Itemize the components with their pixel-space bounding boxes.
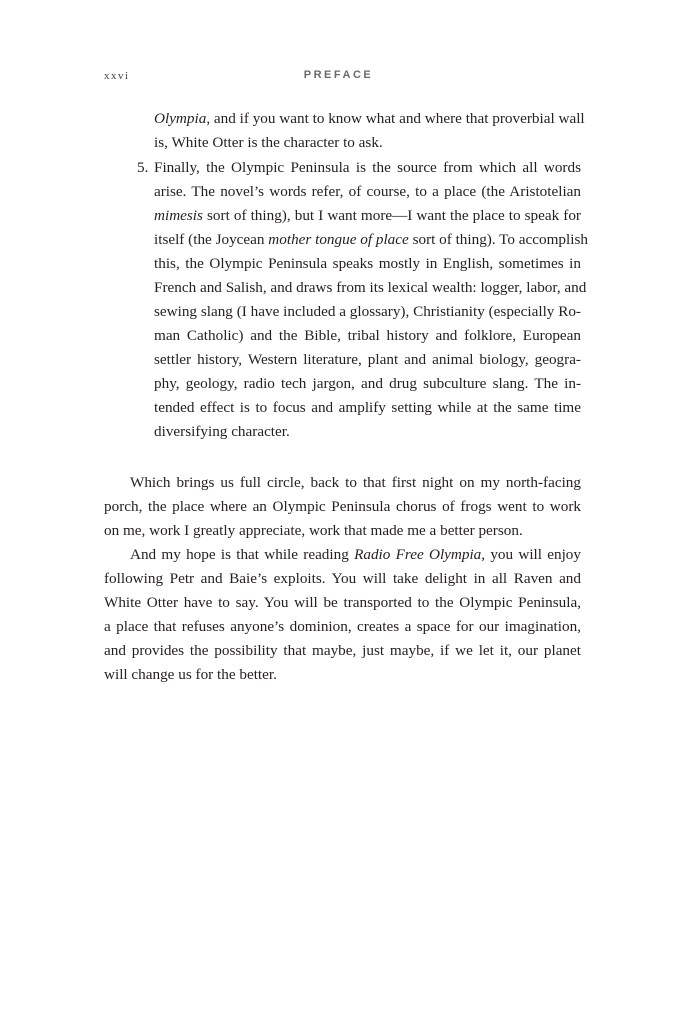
list-continuation-line — [154, 109, 585, 129]
text-run: phy, geology, radio tech jargon, and drug subculture slang. The in- — [154, 375, 581, 392]
paragraph-line — [104, 617, 581, 637]
text-run: will change us for the better. — [104, 666, 277, 683]
text-run: following Petr and Baie’s exploits. You will take delight in all Raven and — [104, 570, 581, 587]
list-item-line — [154, 326, 581, 346]
list-item-line — [154, 422, 581, 442]
paragraph-line — [130, 473, 581, 493]
text-run: settler history, Western literature, plant and animal biology, geogra- — [154, 351, 581, 368]
paragraph-line — [104, 593, 581, 613]
text-run: , you will enjoy — [481, 546, 581, 563]
text-run: diversifying character. — [154, 423, 290, 440]
list-item-line — [154, 254, 581, 274]
list-item-line — [154, 398, 581, 418]
italic-text-run: mimesis — [154, 207, 203, 224]
list-item-line — [154, 206, 581, 226]
text-run: porch, the place where an Olympic Peninsula chorus of frogs went to work — [104, 498, 581, 515]
italic-text-run: Radio Free Olympia — [354, 546, 482, 563]
italic-text-run: Olympia — [154, 110, 207, 127]
paragraph-line — [104, 521, 581, 541]
text-run: , and if you want to know what and where that proverbial wall — [206, 110, 585, 127]
text-run: arise. The novel’s words refer, of course, to a place (the Aristotelian — [154, 183, 581, 200]
paragraph-line — [104, 569, 581, 589]
text-run: French and Salish, and draws from its lexical wealth: logger, labor, and — [154, 279, 587, 296]
text-run: tended effect is to focus and amplify setting while at the same time — [154, 399, 581, 416]
text-run: sewing slang (I have included a glossary), Christianity (especially Ro- — [154, 303, 581, 320]
list-item-line — [154, 158, 581, 178]
text-run: White Otter have to say. You will be transported to the Olympic Peninsula, — [104, 594, 581, 611]
italic-text-run: mother tongue of place — [268, 231, 409, 248]
text-run: and provides the possibility that maybe, just maybe, if we let it, our planet — [104, 642, 581, 659]
text-run: man Catholic) and the Bible, tribal history and folklore, European — [154, 327, 581, 344]
list-item-line — [154, 278, 587, 298]
text-run: on me, work I greatly appreciate, work that made me a better person. — [104, 522, 523, 539]
list-item-line — [154, 182, 581, 202]
paragraph-line — [104, 497, 581, 517]
paragraph-line — [104, 641, 581, 661]
list-item-line — [154, 230, 588, 250]
list-item-line — [154, 350, 581, 370]
list-item-number: 5. — [137, 159, 149, 176]
running-head: PREFACE — [303, 69, 374, 81]
text-run: sort of thing). To accomplish — [408, 231, 588, 248]
text-run: Which brings us full circle, back to that first night on my north-facing — [130, 474, 581, 491]
list-continuation-line — [154, 133, 581, 153]
text-run: a place that refuses anyone’s dominion, creates a space for our imagination, — [104, 618, 581, 635]
text-run: itself (the Joycean — [154, 231, 269, 248]
paragraph-line — [130, 545, 581, 565]
text-run: Finally, the Olympic Peninsula is the source from which all words — [154, 159, 581, 176]
list-item-line — [154, 374, 581, 394]
paragraph-line — [104, 665, 581, 685]
text-run: is, White Otter is the character to ask. — [154, 134, 383, 151]
page-number: xxvi — [104, 70, 130, 82]
text-run: And my hope is that while reading — [130, 546, 355, 563]
text-run: sort of thing), but I want more—I want the place to speak for — [202, 207, 581, 224]
text-run: this, the Olympic Peninsula speaks mostly in English, sometimes in — [154, 255, 581, 272]
list-item-line — [154, 302, 581, 322]
